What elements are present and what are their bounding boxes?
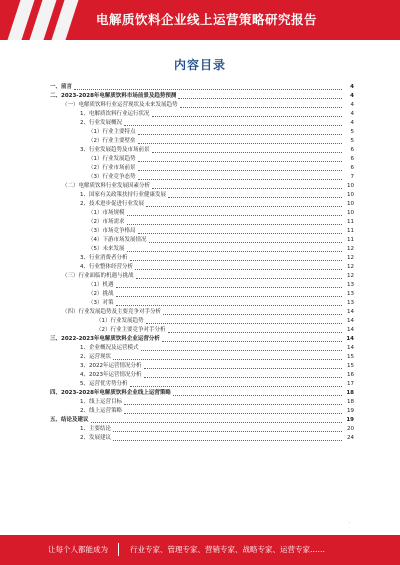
toc-leader-dots: [152, 116, 342, 117]
toc-leader-dots: [116, 305, 343, 306]
toc-leader-dots: [152, 188, 342, 189]
toc-entry-page: 14: [347, 327, 354, 333]
toc-leader-dots: [138, 161, 343, 162]
toc-entry-title: （一）电解质饮料行业运营现状及未来发展趋势: [62, 102, 178, 108]
toc-leader-dots: [180, 107, 342, 108]
toc-entry-title: （1）机遇: [88, 282, 114, 288]
toc-entry[interactable]: [0, 263, 400, 272]
toc-entry[interactable]: [0, 362, 400, 371]
toc-entry-page: 10: [347, 210, 354, 216]
toc-entry[interactable]: [0, 245, 400, 254]
toc-entry[interactable]: [0, 101, 400, 110]
toc-entry-page: 12: [347, 246, 354, 252]
toc-entry-page: 15: [347, 363, 354, 369]
toc-entry[interactable]: [0, 236, 400, 245]
toc-entry-page: 11: [347, 219, 354, 225]
toc-entry[interactable]: [0, 227, 400, 236]
toc-entry-title: 三、2022-2023年电解质饮料企业运营分析: [50, 336, 160, 342]
toc-entry-title: 2、运营现状: [80, 354, 111, 360]
toc-entry-title: （3）市场竞争格局: [88, 228, 136, 234]
toc-entry-page: 12: [347, 255, 354, 261]
toc-entry-page: 14: [347, 345, 354, 351]
toc-leader-dots: [138, 179, 343, 180]
toc-leader-dots: [74, 89, 342, 90]
toc-entry[interactable]: [0, 182, 400, 191]
toc-entry-title: 4、行业整体经营分析: [80, 264, 133, 270]
footer-slogan: 让每个人都能成为: [48, 545, 108, 554]
toc-entry[interactable]: [0, 128, 400, 137]
toc-entry-page: 4: [350, 102, 354, 108]
toc-leader-dots: [146, 323, 343, 324]
toc-entry[interactable]: [0, 308, 400, 317]
toc-leader-dots: [146, 206, 342, 207]
toc-entry-page: 10: [347, 192, 354, 198]
toc-entry[interactable]: [0, 290, 400, 299]
toc-leader-dots: [124, 413, 342, 414]
toc-entry[interactable]: [0, 209, 400, 218]
report-footer-banner: [0, 535, 400, 565]
toc-leader-dots: [127, 224, 343, 225]
toc-entry-title: （2）行业主要竞争对手分析: [96, 327, 166, 333]
toc-entry-title: （2）挑战: [88, 291, 114, 297]
toc-entry-page: 4: [350, 93, 354, 99]
toc-entry[interactable]: [0, 380, 400, 389]
toc-entry-title: 五、结论及建议: [50, 417, 89, 423]
toc-entry[interactable]: [0, 164, 400, 173]
toc-entry-title: 5、运营优劣势分析: [80, 381, 128, 387]
toc-leader-dots: [127, 215, 343, 216]
toc-entry-title: （三）行业面临的机遇与挑战: [62, 273, 134, 279]
toc-entry-page: 6: [350, 165, 354, 171]
toc-entry[interactable]: [0, 425, 400, 434]
toc-entry-page: 16: [347, 372, 354, 378]
toc-entry-page: 4: [350, 111, 354, 117]
toc-entry-title: 1、企业概况及运营模式: [80, 345, 139, 351]
toc-entry-page: 11: [347, 237, 354, 243]
toc-entry-title: （3）对策: [88, 300, 114, 306]
toc-entry-page: 7: [350, 174, 354, 180]
toc-entry[interactable]: [0, 317, 400, 326]
toc-entry-page: 5: [350, 129, 354, 135]
toc-entry-page: 14: [347, 309, 354, 315]
toc-entry[interactable]: [0, 344, 400, 353]
toc-entry-page: 13: [347, 300, 354, 306]
header-stripe-decoration: [52, 0, 79, 40]
toc-entry-page: 5: [350, 138, 354, 144]
toc-entry-page: 18: [347, 399, 354, 405]
toc-entry-page: 10: [347, 201, 354, 207]
toc-leader-dots: [168, 332, 342, 333]
toc-entry-title: （2）市场需求: [88, 219, 125, 225]
toc-entry-page: 19: [346, 417, 354, 423]
toc-heading: 内容目录: [173, 58, 226, 72]
toc-entry-title: 1、主要结论: [80, 426, 111, 432]
toc-leader-dots: [173, 395, 342, 396]
toc-entry-page: 4: [350, 84, 354, 90]
toc-entry-title: 二、2023-2028年电解质饮料市场前景及趋势预测: [50, 93, 177, 99]
toc-entry[interactable]: [0, 353, 400, 362]
toc-entry-page: 15: [347, 354, 354, 360]
toc-leader-dots: [141, 350, 342, 351]
toc-entry[interactable]: [0, 137, 400, 146]
toc-entry-title: （1）市场规模: [88, 210, 125, 216]
toc-leader-dots: [144, 377, 343, 378]
toc-entry-title: 1、国家有关政策扶持行业健康发展: [80, 192, 167, 198]
toc-entry-page: 6: [350, 156, 354, 162]
toc-entry-title: （1）行业发展趋势: [88, 156, 136, 162]
toc-entry-title: 四、2023-2028年电解质饮料企业线上运营策略: [50, 390, 171, 396]
toc-entry-page: 13: [347, 291, 354, 297]
toc-leader-dots: [168, 197, 342, 198]
toc-entry-title: 2、线上运营策略: [80, 408, 122, 414]
toc-entry-page: 13: [347, 282, 354, 288]
toc-entry[interactable]: [0, 146, 400, 155]
toc-entry-title: 一、前言: [50, 84, 73, 90]
report-header-banner: [0, 0, 400, 40]
toc-entry[interactable]: [0, 272, 400, 281]
toc-entry-page: 20: [347, 426, 354, 432]
toc-entry-title: 4、2023年运营情况分析: [80, 372, 142, 378]
toc-leader-dots: [124, 125, 342, 126]
footer-expert-list: 行业专家、管理专家、营销专家、战略专家、运营专家……: [130, 545, 325, 554]
toc-entry[interactable]: [0, 389, 400, 398]
toc-entry-page: 19: [347, 408, 354, 414]
toc-entry-title: （二）电解质饮料行业发展因素分析: [62, 183, 151, 189]
toc-entry-title: （3）行业竞争态势: [88, 174, 136, 180]
toc-leader-dots: [130, 386, 343, 387]
toc-leader-dots: [178, 98, 342, 99]
toc-leader-dots: [138, 134, 343, 135]
toc-leader-dots: [152, 152, 342, 153]
toc-entry-title: （4）下游市场发展情况: [88, 237, 147, 243]
toc-entry-page: 12: [347, 273, 354, 279]
toc-entry[interactable]: [0, 218, 400, 227]
toc-entry-title: 1、线上运营目标: [80, 399, 122, 405]
toc-entry-page: 11: [347, 228, 354, 234]
toc-entry-title: 1、电解质饮料行业运行状况: [80, 111, 150, 117]
toc-leader-dots: [135, 269, 342, 270]
toc-leader-dots: [113, 431, 342, 432]
report-title: 电解质饮料企业线上运营策略研究报告: [96, 12, 318, 27]
toc-entry[interactable]: [0, 155, 400, 164]
toc-entry[interactable]: [0, 371, 400, 380]
toc-entry-title: 3、行业发展趋势及市场前景: [80, 147, 150, 153]
toc-leader-dots: [91, 422, 342, 423]
toc-entry[interactable]: [0, 407, 400, 416]
toc-entry[interactable]: [0, 83, 400, 92]
toc-list: [0, 83, 400, 443]
toc-leader-dots: [127, 251, 343, 252]
toc-entry-title: 2、技术进步促进行业发展: [80, 201, 145, 207]
toc-entry[interactable]: [0, 92, 400, 101]
toc-entry[interactable]: [0, 254, 400, 263]
toc-entry-title: （1）行业发展趋势: [96, 318, 144, 324]
toc-entry-page: 18: [346, 390, 354, 396]
toc-entry-page: 17: [347, 381, 354, 387]
toc-entry-page: 14: [346, 336, 354, 342]
toc-entry-page: 24: [347, 435, 354, 441]
toc-entry[interactable]: [0, 434, 400, 443]
footer-divider: [118, 543, 119, 556]
toc-leader-dots: [138, 170, 343, 171]
toc-entry[interactable]: [0, 200, 400, 209]
toc-leader-dots: [130, 260, 343, 261]
toc-entry-title: （1）行业主要特点: [88, 129, 136, 135]
toc-leader-dots: [144, 368, 343, 369]
toc-leader-dots: [138, 233, 343, 234]
toc-entry-title: （四）行业发展趋势及主要竞争对手分析: [62, 309, 162, 315]
toc-entry-title: 2、发展建议: [80, 435, 111, 441]
toc-leader-dots: [162, 341, 342, 342]
toc-leader-dots: [163, 314, 342, 315]
toc-entry[interactable]: [0, 173, 400, 182]
toc-entry[interactable]: [0, 416, 400, 425]
toc-leader-dots: [116, 287, 343, 288]
toc-leader-dots: [113, 359, 342, 360]
page-marker: ·: [348, 520, 350, 526]
toc-entry-title: 3、2022年运营情况分析: [80, 363, 142, 369]
toc-entry[interactable]: [0, 110, 400, 119]
toc-leader-dots: [113, 440, 342, 441]
toc-entry[interactable]: [0, 398, 400, 407]
toc-entry-title: 2、行业发展概况: [80, 120, 122, 126]
toc-entry-page: 14: [347, 318, 354, 324]
toc-entry[interactable]: [0, 335, 400, 344]
toc-entry-page: 4: [350, 120, 354, 126]
toc-entry-page: 10: [347, 183, 354, 189]
toc-entry-title: 3、行业消费者分析: [80, 255, 128, 261]
toc-leader-dots: [116, 296, 343, 297]
toc-entry[interactable]: [0, 326, 400, 335]
toc-entry-page: 6: [350, 147, 354, 153]
toc-entry[interactable]: [0, 299, 400, 308]
toc-entry-title: （2）行业市场前景: [88, 165, 136, 171]
toc-leader-dots: [149, 242, 342, 243]
toc-leader-dots: [136, 278, 342, 279]
toc-entry-title: （2）行业主要壁垒: [88, 138, 136, 144]
toc-entry[interactable]: [0, 119, 400, 128]
toc-entry[interactable]: [0, 191, 400, 200]
toc-entry-page: 12: [347, 264, 354, 270]
toc-leader-dots: [138, 143, 343, 144]
toc-entry[interactable]: [0, 281, 400, 290]
toc-entry-title: （5）未来发展: [88, 246, 125, 252]
toc-leader-dots: [124, 404, 342, 405]
